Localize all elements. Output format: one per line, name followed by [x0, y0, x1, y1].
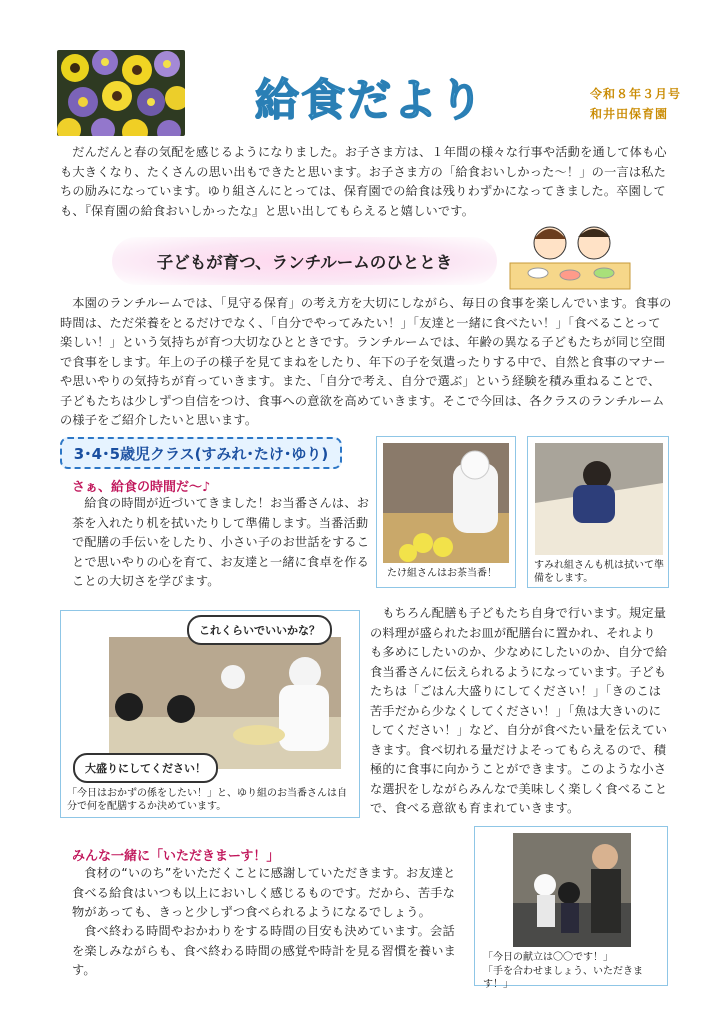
photo-menu-caption-1: 「今日の献立は〇〇です！」	[483, 952, 613, 963]
meal-time-paragraph: 食べ終わる時間やおかわりをする時間の目安も決めています。会話を楽しみながらも、食べ終わる時間の感覚や時計を見る習慣を養います。	[72, 924, 457, 977]
photo-menu-announcement	[474, 826, 668, 990]
photo-tea-duty	[376, 436, 516, 588]
class-heading	[60, 437, 342, 469]
pansy-photo	[57, 50, 185, 136]
itadakimasu-heading: みんな一緒に「いただきまーす！」	[72, 849, 280, 864]
issue-info	[590, 84, 681, 124]
photo-table-wiping	[527, 436, 669, 588]
photo-tea-duty-caption: たけ組さんはお茶当番！	[387, 568, 497, 579]
intro-paragraph: だんだんと春の気配を感じるようになりました。お子さま方は、１年間の様々な行事や活動を通して体も心も大きくなり、たくさんの思い出もできたと思います。お子さま方の「給食おいしかった～！」の一言は私たちの励みになっています。ゆり組さんにとっては、保育園での給食は残りわずかになってきました。卒園しても、『保育園の給食おいしかったな』と思い出してもらえると嬉しいです。	[60, 145, 667, 218]
section-heading: 子どもが育つ、ランチルームのひととき	[156, 253, 453, 272]
class-heading-text: 3･4･5歳児クラス(すみれ･たけ･ゆり)	[73, 444, 329, 463]
photo-table-wiping-caption: すみれ組さんも机は拭いて準備をします。	[534, 560, 664, 584]
photo-menu-caption-2: 「手を合わせましょう、いただきます！」	[483, 966, 643, 990]
section-heading-banner	[112, 237, 497, 285]
speech-bubble-top: これくらいでいいかな？	[187, 615, 332, 645]
photo-serving	[60, 610, 360, 818]
newsletter-title: 給食だより	[255, 75, 485, 126]
gratitude-paragraph: 食材の“いのち”をいただくことに感謝していただきます。お友達と食べる給食はいつも以上においしく感じるものです。だから、苦手な物があっても、きっと少しずつ食べられるようになるでしょう。	[72, 866, 456, 919]
speech-bubble-bottom: 大盛りにしてください！	[73, 753, 218, 783]
lunch-prep-paragraph: 給食の時間が近づいてきました！お当番さんは、お茶を入れたり机を拭いたりして準備します。当番活動で配膳の手伝いをしたり、小さい子のお世話をすることで思いやりの心を育て、お友達と一緒に食卓を作ることの大切さを学びます。	[72, 496, 370, 588]
school-name: 和井田保育園	[590, 107, 669, 121]
serving-paragraph: もちろん配膳も子どもたち自身で行います。規定量の料理が盛られたお皿が配膳台に置かれ、それよりも多めにしたいのか、少なめにしたいのか、自分で給食当番さんに伝えられるようになっています。子どもたちは「ごはん大盛りにしてください！」「きのこは苦手だから少なくしてください！」「魚は大きいのにしてください！」など、自分が食べたい量を伝えていきます。食べ切れる量だけよそってもらえるので、積極的に食事に向かうことができます。このような小さな選択をしながらみんなで美味しく楽しく食べることで、食べる意欲も育まれていきます。	[370, 606, 668, 815]
issue-date: 令和８年３月号	[590, 87, 682, 101]
photo-serving-caption: 「今日はおかずの係をしたい！」と、ゆり組のお当番さんは自分で何を配膳するか決めています。	[67, 788, 347, 812]
lunchroom-description: 本園のランチルームでは、「見守る保育」の考え方を大切にしながら、毎日の食事を楽しんでいます。食事の時間は、ただ栄養をとるだけでなく、「自分でやってみたい！」「友達と一緒に食べたい！」「食べることって楽しい！」という気持ちが育つ大切なひとときです。ランチルームでは、年齢の異なる子どもたちが同じ空間で食事をします。年上の子の様子を見てまねをしたり、年下の子を気遣ったりする中で、自然と食事のマナーや思いやりの気持ちが育っていきます。また、「自分で考え、自分で選ぶ」という経験を積み重ねることで、子どもたちは少しずつ自信をつけ、食事への意欲を高めていきます。そこで今回は、各クラスのランチルームの様子をご紹介したいと思います。	[60, 296, 672, 427]
kids-lunch-illustration	[508, 213, 632, 291]
lunch-time-subheading: さぁ、給食の時間だ～♪	[72, 480, 211, 495]
